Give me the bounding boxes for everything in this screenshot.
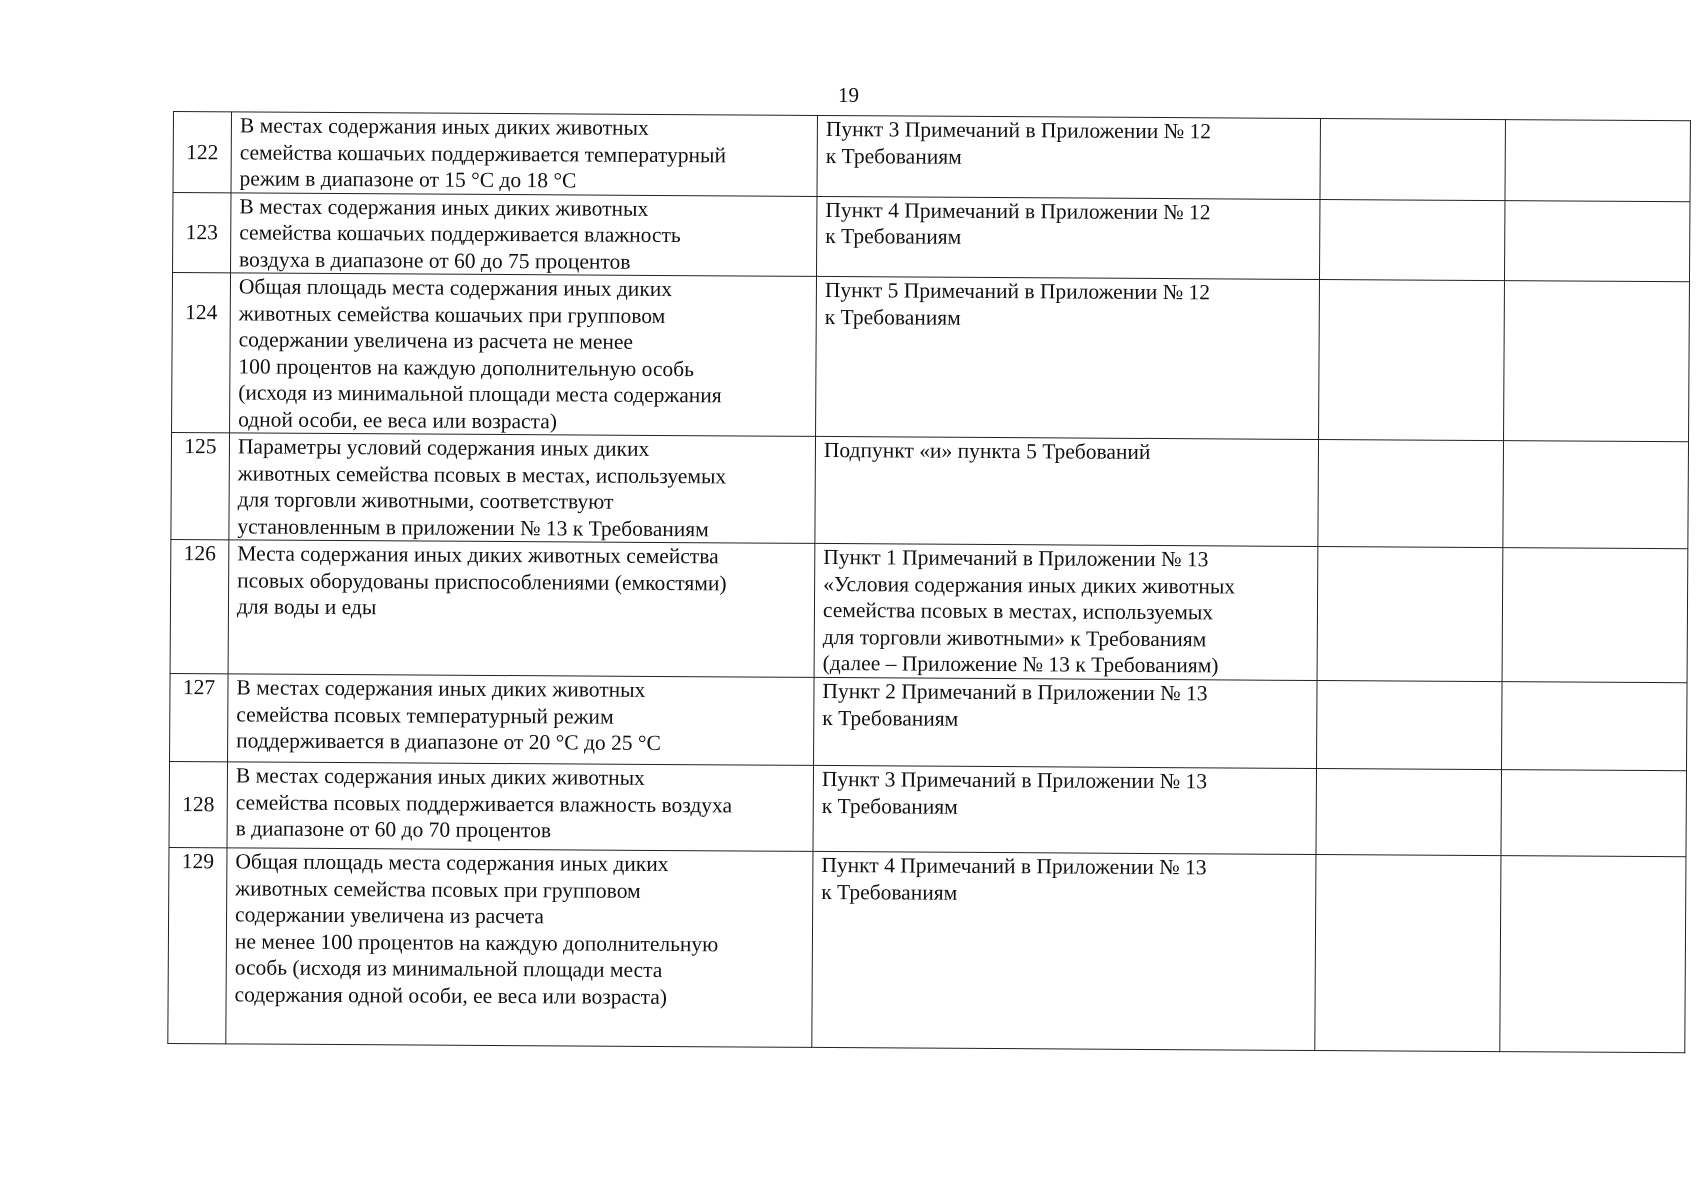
empty-cell-col4 xyxy=(1316,768,1502,855)
row-number-text: 124 xyxy=(185,300,218,325)
reference-line: для торговли животными» к Требованиям xyxy=(822,624,1207,651)
table-row xyxy=(168,847,1686,1052)
table-row xyxy=(172,273,1690,442)
reference-line: (далее – Приложение № 13 к Требованиям) xyxy=(822,650,1219,678)
empty-cell-col4 xyxy=(1317,547,1503,682)
reference-cell xyxy=(814,677,1318,768)
reference-line: к Требованиям xyxy=(821,793,958,819)
row-number: 128 xyxy=(169,761,228,847)
requirement-cell xyxy=(229,433,816,544)
reference-line: Пункт 4 Примечаний в Приложении № 12 xyxy=(825,197,1211,224)
empty-cell-col5 xyxy=(1502,682,1688,771)
empty-cell-col5 xyxy=(1503,441,1689,549)
requirement-line: содержании увеличена из расчета xyxy=(235,902,545,929)
requirement-line: содержании увеличена из расчета не менее xyxy=(238,327,634,354)
table-row xyxy=(173,112,1690,202)
requirement-line: Общая площадь места содержания иных диких xyxy=(238,274,673,302)
reference-cell xyxy=(816,276,1320,439)
reference-line: к Требованиям xyxy=(825,223,962,249)
requirement-line: 100 процентов на каждую дополнительную особь xyxy=(238,353,695,381)
reference-cell xyxy=(814,543,1318,680)
reference-cell xyxy=(813,765,1317,854)
requirement-line: семейства псовых поддерживается влажность воздуха xyxy=(235,789,733,817)
table-row xyxy=(170,539,1688,682)
reference-cell xyxy=(817,115,1320,199)
row-number: 122 xyxy=(173,112,231,193)
requirement-line: для воды и еды xyxy=(236,594,377,620)
requirement-cell xyxy=(226,848,813,1048)
reference-line: к Требованиям xyxy=(824,304,961,330)
reference-line: Пункт 3 Примечаний в Приложении № 13 xyxy=(821,766,1208,794)
reference-line: Пункт 1 Примечаний в Приложении № 13 xyxy=(823,544,1209,572)
requirement-cell xyxy=(228,540,815,678)
empty-cell-col4 xyxy=(1320,119,1505,201)
requirement-line: одной особи, ее веса или возраста) xyxy=(238,406,558,433)
requirement-cell xyxy=(231,112,817,196)
requirement-line: животных семейства кошачьих при групповом xyxy=(238,300,666,328)
reference-line: «Условия содержания иных диких животных xyxy=(823,571,1236,598)
reference-line: Пункт 3 Примечаний в Приложении № 12 xyxy=(825,116,1212,144)
empty-cell-col5 xyxy=(1504,200,1689,282)
row-number: 125 xyxy=(171,432,230,539)
requirement-line: установленным в приложении № 13 к Требованиям xyxy=(237,513,709,541)
reference-line: к Требованиям xyxy=(822,705,959,731)
reference-line: Пункт 5 Примечаний в Приложении № 12 xyxy=(824,277,1211,305)
row-number: 129 xyxy=(168,847,227,1043)
requirement-line: псовых оборудованы приспособлениями (емкостями) xyxy=(237,567,727,595)
requirement-line: для торговли животными, соответствуют xyxy=(237,487,614,514)
table-row xyxy=(171,432,1689,548)
empty-cell-col5 xyxy=(1500,856,1686,1053)
requirement-line: В местах содержания иных диких животных xyxy=(239,113,649,140)
requirement-line: животных семейства псовых при групповом xyxy=(235,875,641,903)
empty-cell-col5 xyxy=(1501,770,1687,857)
empty-cell-col5 xyxy=(1502,548,1688,683)
requirement-line: В местах содержания иных диких животных xyxy=(236,675,646,702)
requirement-line: семейства кошачьих поддерживается влажность xyxy=(239,220,681,248)
requirement-line: не менее 100 процентов на каждую дополнительную xyxy=(234,928,719,956)
requirement-line: (исходя из минимальной площади места содержания xyxy=(238,380,722,408)
requirement-line: поддерживается в диапазоне от 20 °С до 25 °С xyxy=(236,728,661,755)
requirement-line: Места содержания иных диких животных семейства xyxy=(237,541,719,569)
reference-line: к Требованиям xyxy=(825,143,962,169)
requirement-line: семейства кошачьих поддерживается температурный xyxy=(239,139,727,167)
empty-cell-col4 xyxy=(1319,199,1504,281)
row-number: 126 xyxy=(170,539,229,673)
requirement-line: Параметры условий содержания иных диких xyxy=(237,434,650,461)
reference-line: к Требованиям xyxy=(821,879,958,905)
requirement-line: режим в диапазоне от 15 °С до 18 °С xyxy=(239,166,577,193)
requirement-cell xyxy=(228,674,815,766)
requirement-cell xyxy=(231,192,817,276)
page-number: 19 xyxy=(838,83,859,107)
reference-line: семейства псовых в местах, используемых xyxy=(822,597,1214,625)
empty-cell-col4 xyxy=(1319,280,1505,441)
row-number: 127 xyxy=(170,673,229,761)
reference-cell xyxy=(817,196,1320,280)
empty-cell-col5 xyxy=(1504,281,1690,442)
reference-line: Пункт 4 Примечаний в Приложении № 13 xyxy=(821,852,1207,880)
requirement-line: в диапазоне от 60 до 70 процентов xyxy=(235,816,552,843)
empty-cell-col4 xyxy=(1317,680,1503,769)
reference-cell xyxy=(815,436,1319,546)
reference-line: Пункт 2 Примечаний в Приложении № 13 xyxy=(822,678,1208,706)
table-row xyxy=(173,192,1690,282)
empty-cell-col5 xyxy=(1505,120,1690,202)
requirement-line: Общая площадь места содержания иных диких xyxy=(235,849,669,877)
table-row xyxy=(170,673,1688,770)
reference-cell xyxy=(812,851,1316,1050)
row-number: 123 xyxy=(173,192,231,273)
reference-line: Подпункт «и» пункта 5 Требований xyxy=(823,437,1151,464)
requirement-cell xyxy=(227,762,814,852)
requirement-line: содержания одной особи, ее веса или возраста) xyxy=(234,981,668,1009)
empty-cell-col4 xyxy=(1318,440,1504,548)
requirement-line: воздуха в диапазоне от 60 до 75 процентов xyxy=(239,246,631,274)
requirement-line: В местах содержания иных диких животных xyxy=(235,763,645,790)
row-number xyxy=(172,273,231,433)
requirement-line: животных семейства псовых в местах, используемых xyxy=(237,460,727,488)
table-row xyxy=(169,761,1686,856)
requirement-line: В местах содержания иных диких животных xyxy=(239,193,649,221)
requirement-line: семейства псовых температурный режим xyxy=(236,701,614,729)
empty-cell-col4 xyxy=(1315,854,1501,1051)
requirement-cell xyxy=(230,273,817,437)
requirements-table xyxy=(167,111,1691,1053)
requirement-line: особь (исходя из минимальной площади места xyxy=(234,955,663,983)
